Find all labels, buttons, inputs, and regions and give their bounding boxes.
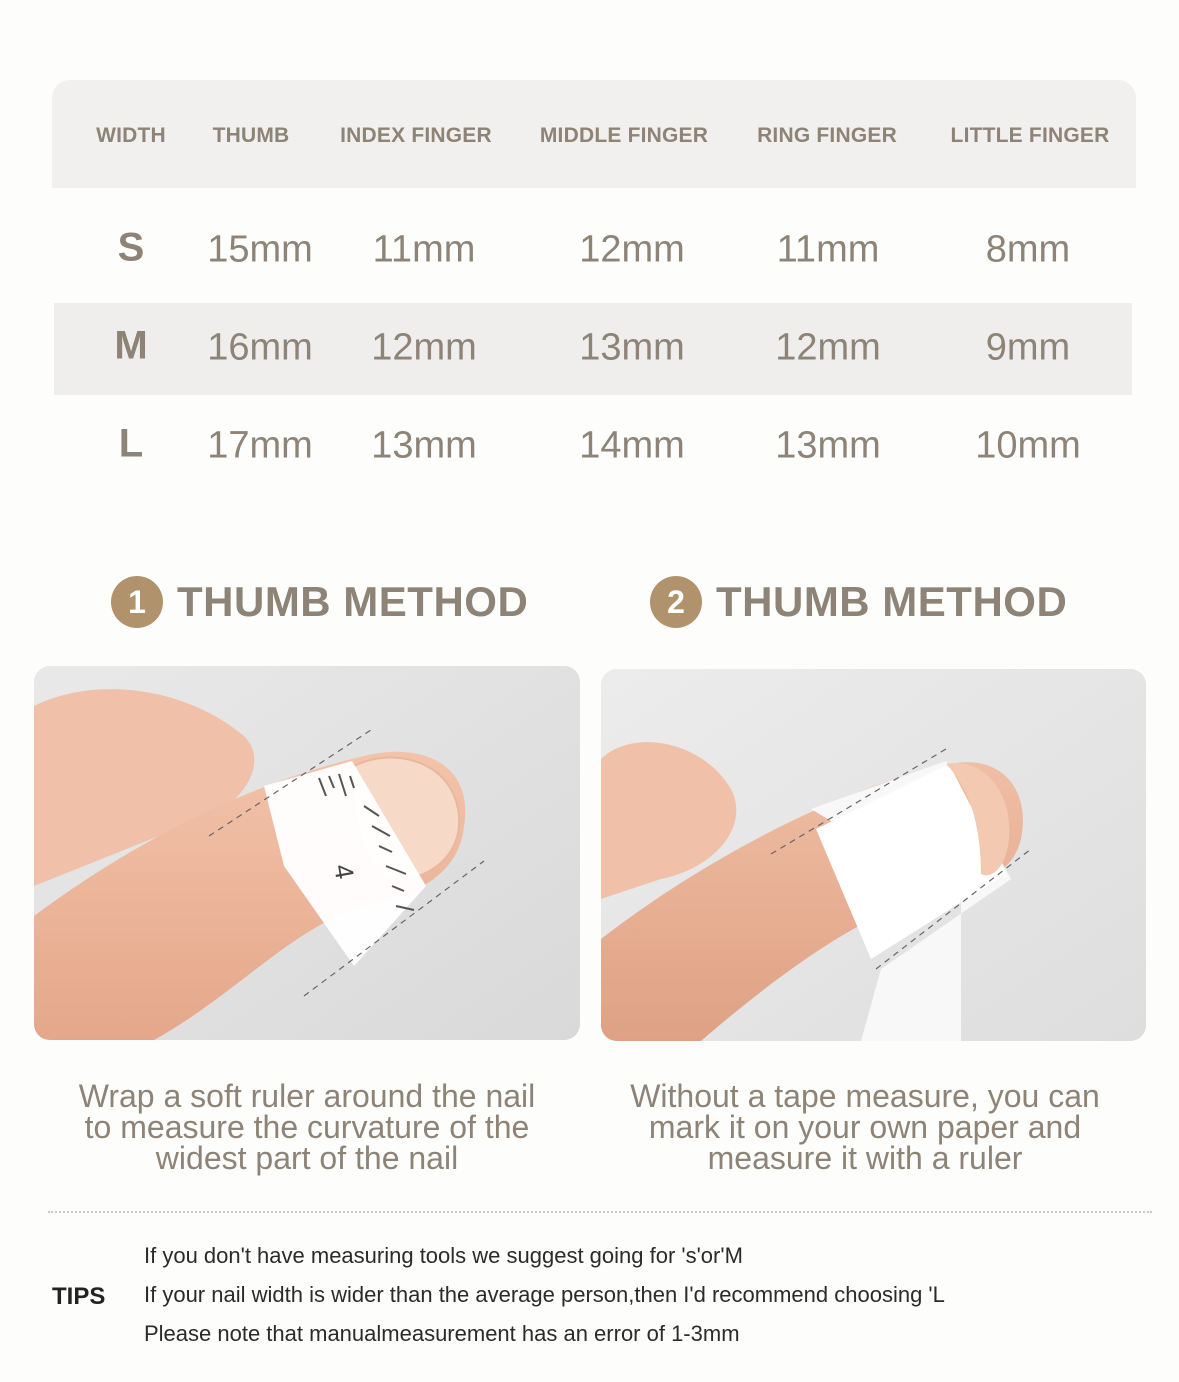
caption-line: to measure the curvature of the [84,1109,530,1145]
tips-label: TIPS [52,1283,106,1310]
header-thumb: THUMB [212,124,290,147]
size-m-label: M [114,323,148,368]
cell-m-thumb: 16mm [207,326,313,369]
cell-m-middle: 13mm [579,326,685,369]
thumb-paper-illustration [601,669,1146,1041]
header-index-finger: INDEX FINGER [340,124,492,147]
caption-line: measure it with a ruler [707,1140,1023,1176]
cell-l-thumb: 17mm [207,424,313,467]
cell-s-middle: 12mm [579,228,685,271]
method-1-heading [111,576,528,628]
caption-line: widest part of the nail [155,1140,459,1176]
method-2-heading [650,576,1067,628]
header-little-finger: LITTLE FINGER [950,124,1110,147]
ruler-mark: 4 [328,861,361,882]
section-divider [48,1211,1152,1213]
number-2-badge: 2 [650,576,702,628]
header-width: WIDTH [96,124,166,147]
method-2-title: THUMB METHOD [716,578,1068,625]
tip-line: If your nail width is wider than the average person,then I'd recommend choosing 'L [144,1282,945,1307]
cell-l-middle: 14mm [579,424,685,467]
thumb-ruler-photo [34,666,580,1040]
number-1-badge: 1 [111,576,163,628]
header-middle-finger: MIDDLE FINGER [539,124,709,147]
caption-line: mark it on your own paper and [648,1109,1082,1145]
thumb-paper-photo [601,669,1146,1041]
cell-s-ring: 11mm [776,228,880,271]
header-ring-finger: RING FINGER [757,124,897,147]
cell-l-little: 10mm [975,424,1081,467]
size-l-label: L [118,421,144,466]
cell-s-little: 8mm [985,228,1071,271]
cell-m-ring: 12mm [775,326,881,369]
tip-line: Please note that manualmeasurement has an error of 1-3mm [144,1321,740,1346]
caption-line: Without a tape measure, you can [630,1078,1100,1114]
cell-l-ring: 13mm [775,424,881,467]
cell-m-index: 12mm [371,326,477,369]
tip-line: If you don't have measuring tools we suggest going for 's'or'M [144,1243,743,1268]
method-2-caption [592,1078,1138,1176]
caption-line: Wrap a soft ruler around the nail [78,1078,536,1114]
method-1-caption [34,1078,580,1176]
cell-s-thumb: 15mm [207,228,313,271]
method-1-title: THUMB METHOD [177,578,529,625]
cell-s-index: 11mm [372,228,476,271]
cell-l-index: 13mm [371,424,477,467]
thumb-ruler-illustration [34,666,580,1040]
size-s-label: S [117,225,145,270]
cell-m-little: 9mm [985,326,1071,369]
